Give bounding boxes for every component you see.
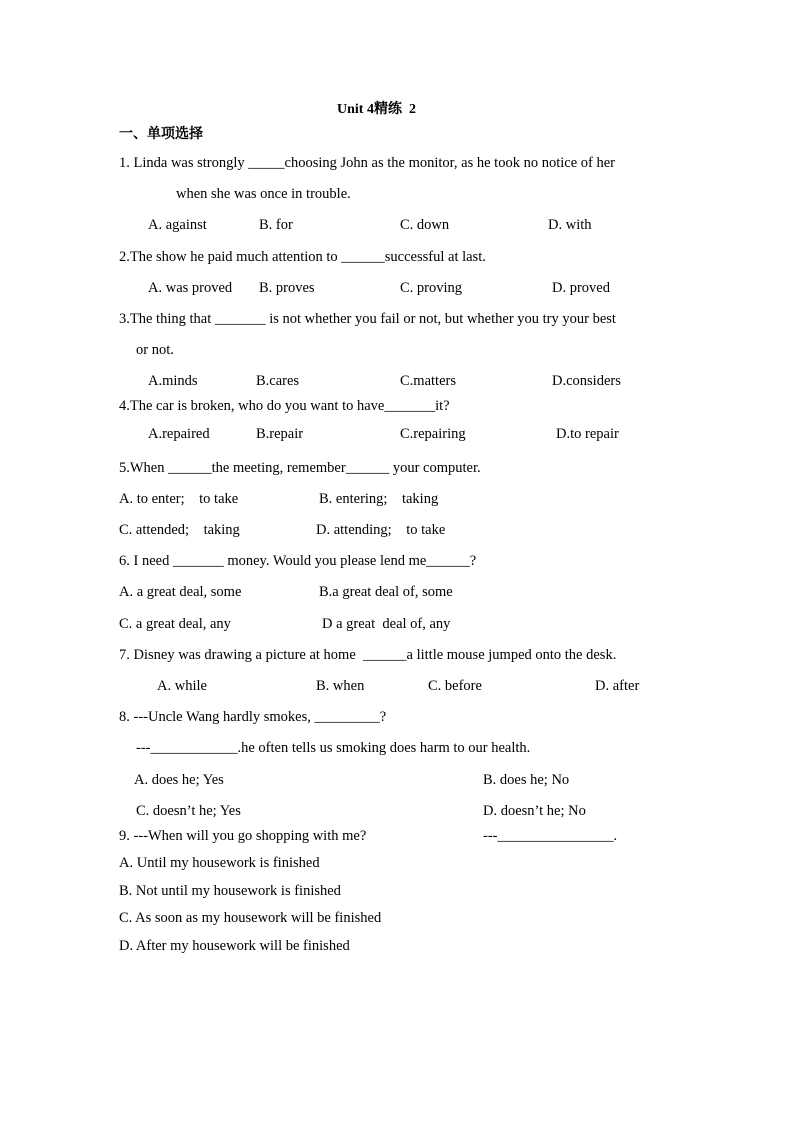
q7-option-d: D. after: [595, 678, 640, 694]
q1-option-d: D. with: [548, 217, 592, 233]
q5-option-c: C. attended; taking: [119, 522, 240, 538]
q7-option-a: A. while: [157, 678, 207, 694]
q3-option-d: D.considers: [552, 373, 621, 389]
section-heading: 一、单项选择: [119, 127, 203, 142]
page-title: Unit 4精练 2: [337, 102, 416, 117]
q5-option-b: B. entering; taking: [319, 491, 439, 507]
question-7-stem: 7. Disney was drawing a picture at home ______a little mouse jumped onto the desk.: [119, 647, 617, 663]
q8-option-d: D. doesn’t he; No: [483, 803, 586, 819]
q2-option-a: A. was proved: [148, 280, 233, 296]
q6-option-a: A. a great deal, some: [119, 584, 242, 600]
q4-option-a: A.repaired: [148, 426, 210, 442]
q6-option-d: D a great deal of, any: [322, 616, 451, 632]
q7-option-c: C. before: [428, 678, 482, 694]
q7-option-b: B. when: [316, 678, 365, 694]
q6-option-c: C. a great deal, any: [119, 616, 231, 632]
q4-option-c: C.repairing: [400, 426, 466, 442]
question-1-stem: 1. Linda was strongly _____choosing John as the monitor, as he took no notice of her: [119, 155, 615, 171]
question-3-stem: 3.The thing that _______ is not whether you fail or not, but whether you try your best: [119, 311, 616, 327]
question-3-stem-cont: or not.: [136, 342, 174, 358]
q2-option-c: C. proving: [400, 280, 463, 296]
question-1-stem-cont: when she was once in trouble.: [176, 186, 351, 202]
q3-option-a: A.minds: [148, 373, 198, 389]
q3-option-b: B.cares: [256, 373, 300, 389]
question-8-stem: 8. ---Uncle Wang hardly smokes, _________?: [119, 709, 387, 725]
q9-option-d: D. After my housework will be finished: [119, 938, 350, 954]
q6-option-b: B.a great deal of, some: [319, 584, 453, 600]
question-8-reply: ---____________.he often tells us smoking does harm to our health.: [136, 740, 531, 756]
q5-option-d: D. attending; to take: [316, 522, 446, 538]
q2-option-b: B. proves: [259, 280, 315, 296]
q8-option-b: B. does he; No: [483, 772, 570, 788]
q8-option-c: C. doesn’t he; Yes: [136, 803, 241, 819]
question-6-stem: 6. I need _______ money. Would you please lend me______?: [119, 553, 477, 569]
question-4-stem: 4.The car is broken, who do you want to have_______it?: [119, 398, 450, 414]
question-9-reply: ---________________.: [483, 828, 618, 844]
q1-option-b: B. for: [259, 217, 293, 233]
question-5-stem: 5.When ______the meeting, remember______ your computer.: [119, 460, 481, 476]
q3-option-c: C.matters: [400, 373, 456, 389]
question-2-stem: 2.The show he paid much attention to ______successful at last.: [119, 249, 486, 265]
q1-option-c: C. down: [400, 217, 450, 233]
q5-option-a: A. to enter; to take: [119, 491, 239, 507]
q9-option-c: C. As soon as my housework will be finished: [119, 910, 382, 926]
q9-option-a: A. Until my housework is finished: [119, 855, 320, 871]
q9-option-b: B. Not until my housework is finished: [119, 883, 341, 899]
q2-option-d: D. proved: [552, 280, 610, 296]
q4-option-b: B.repair: [256, 426, 304, 442]
q1-option-a: A. against: [148, 217, 207, 233]
question-9-stem: 9. ---When will you go shopping with me?: [119, 828, 367, 844]
q8-option-a: A. does he; Yes: [134, 772, 224, 788]
q4-option-d: D.to repair: [556, 426, 619, 442]
